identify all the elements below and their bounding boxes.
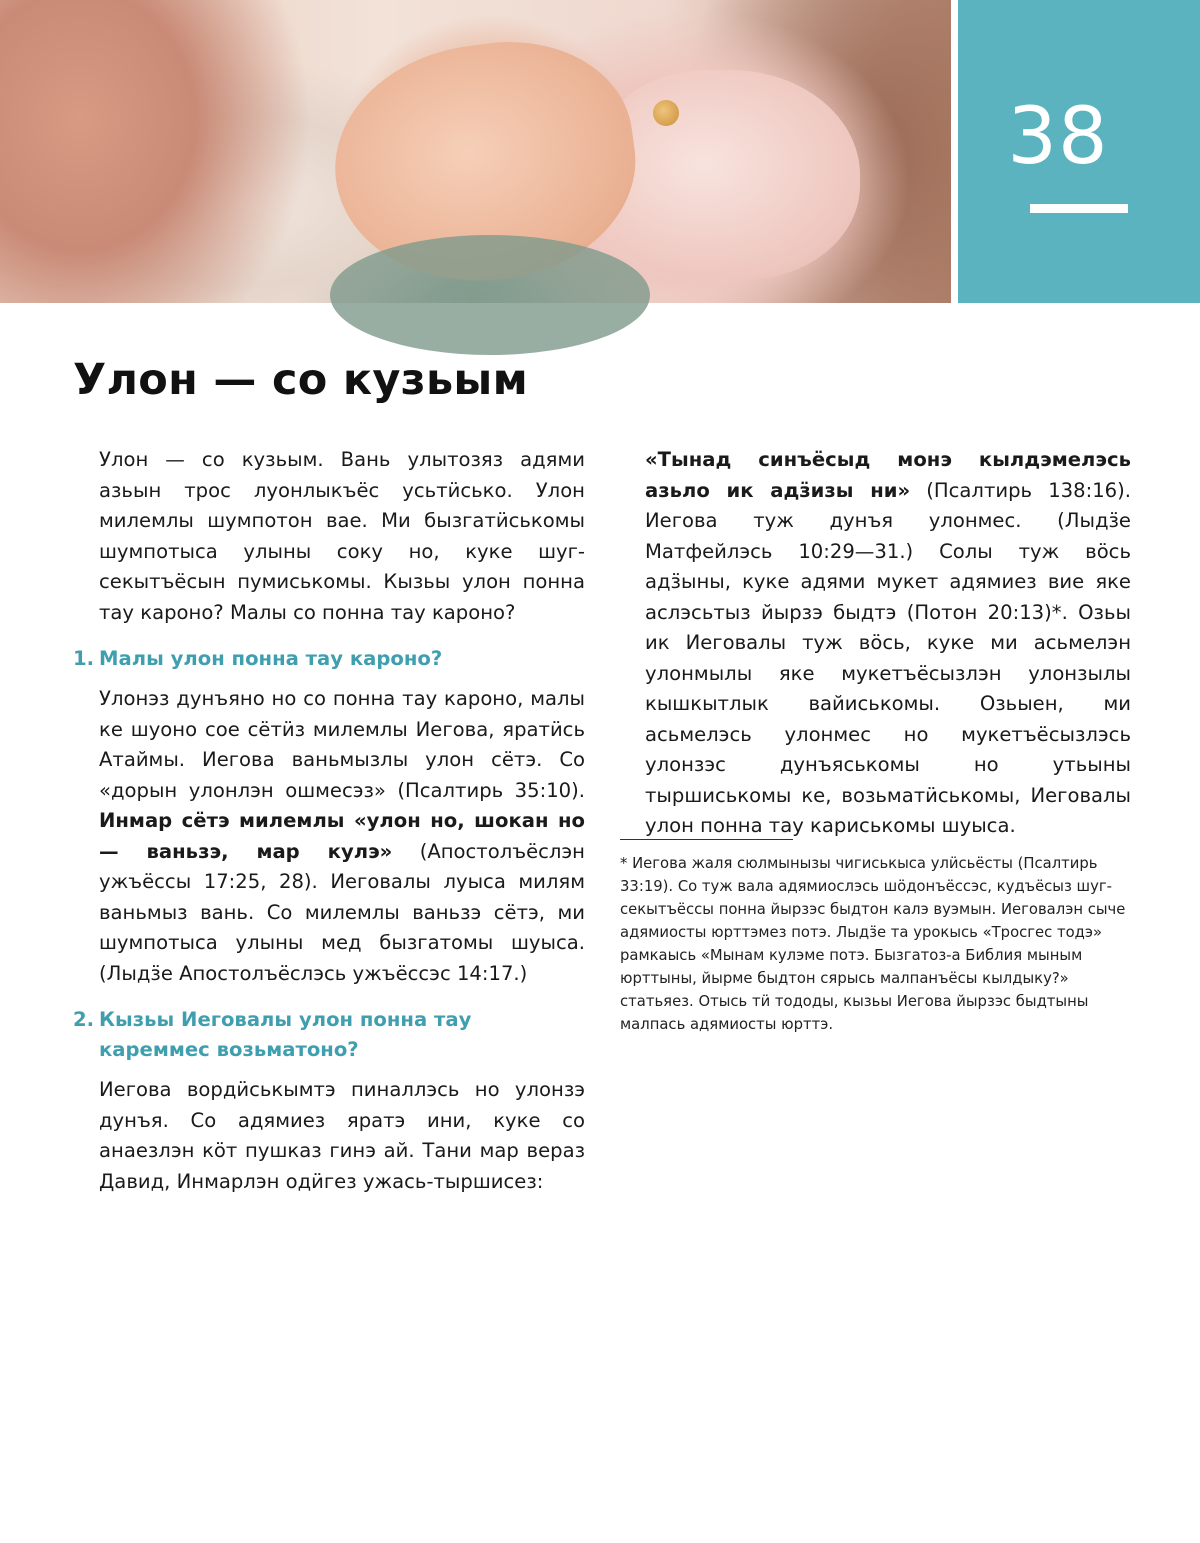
right-column [645, 445, 1131, 842]
lesson-number-underline [1030, 204, 1128, 213]
answer-1-text-c: (Апостолъёслэн ужъёссы 17:25, 28). Иеговалы луыса милям ваньмыз вань. Со милемлы ваньзэ сётэ, ми шумпотыса улыны мед бызгатомы шуыса. (Лыдӟе Апостолъёслэсь ужъёссэс 14:17.) [99, 839, 585, 985]
answer-2-continued [645, 445, 1131, 842]
footnote-rule [620, 839, 793, 840]
question-2-number: 2. [73, 1008, 95, 1031]
intro-paragraph: Улон — со кузьым. Вань улытозяз адями азьын трос луонлыкъёс усьтӥсько. Улон милемлы шумпотон вае. Ми бызгатӥськомы шумпотыса улыны соку но, куке шуг-секытъёсын пумиськомы. Кызьы улон понна тау кароно? Малы со понна тау кароно? [99, 448, 585, 624]
answer-1-paragraph [99, 684, 585, 989]
question-2-text: Кызьы Иеговалы улон понна тау кареммес возьматоно? [99, 1008, 472, 1061]
answer-1-bold-quote: Инмар сётэ милемлы «улон но, шокан но — ваньзэ, мар кулэ» [99, 809, 585, 863]
hero-photo [0, 0, 951, 303]
answer-2-text-c: (Псалтирь 138:16). Иегова туж дунъя улонмес. (Лыдӟе Матфейлэсь 10:29—31.) Солы туж вӧсь адӟыны, куке адями мукет адямиез вие яке аслэсьтыз йырзэ быдтэ (Потон 20:13)*. Озьы ик Иеговалы туж вӧсь, куке ми асьмелэн улонмылы яке мукетъёсызлэн улонзылы кышкытлык вайиськомы. Озьыен, ми асьмелэсь улонмес но мукетъёсызлэсь улонзэс дунъяськомы но утьыны тыршиськомы ке, возьматӥськомы, Иеговалы улон понна тау кариськомы шуыса. [645, 478, 1131, 837]
question-1-text: Малы улон понна тау кароно? [99, 647, 443, 670]
parent-sleeve [330, 235, 650, 355]
baby-onesie [600, 70, 860, 280]
answer-2-bold-quote: «Тынад синъёсыд монэ кылдэмелэсь азьло ик адӟизы ни» [645, 448, 1131, 502]
question-2 [73, 1005, 585, 1065]
lesson-number-box [958, 0, 1200, 303]
left-column [73, 445, 585, 1193]
page-title: Улон — со кузьым [73, 355, 529, 405]
answer-2-paragraph [99, 1075, 585, 1193]
answer-2-text-a: Иегова вордӥськымтэ пиналлэсь но улонзэ дунъя. Со адямиез яратэ ини, куке со анаезлэн кӧт пушказ гинэ ай. Тани мар вераз Давид, Инмарлэн одӥгез ужась-тыршисез: [99, 1078, 585, 1193]
onesie-button [653, 100, 679, 126]
question-1-number: 1. [73, 647, 95, 670]
answer-1-text-a: Улонэз дунъяно но со понна тау кароно, малы ке шуоно сое сётӥз милемлы Иегова, яратӥсь Атаймы. Иегова ваньмызлы улон сётэ. Со «дорын улонлэн ошмесэз» (Псалтирь 35:10). [99, 687, 585, 802]
footnote: * Иегова жаля сюлмынызы чигиськыса улӥсьёсты (Псалтирь 33:19). Со туж вала адямиослэсь шӧдонъёссэс, кудъёсыз шуг-секытъёссы понна йырзэс быдтон калэ вуэмын. Иеговалэн сыче адямиосты юрттэмез потэ. Лыдӟе та урокысь «Тросгес тодэ» рамкаысь «Мынам кулэме потэ. Бызгатоз-а Библия мыным юрттыны, йырме быдтон сярысь малпанъёсы кылдыку?» статьяез. Отысь тӥ тододы, кызьы Иегова йырзэс быдтыны малпась адямиосты юрттэ. [620, 855, 1126, 1033]
lesson-number: 38 [1007, 92, 1109, 182]
question-1 [73, 644, 585, 674]
